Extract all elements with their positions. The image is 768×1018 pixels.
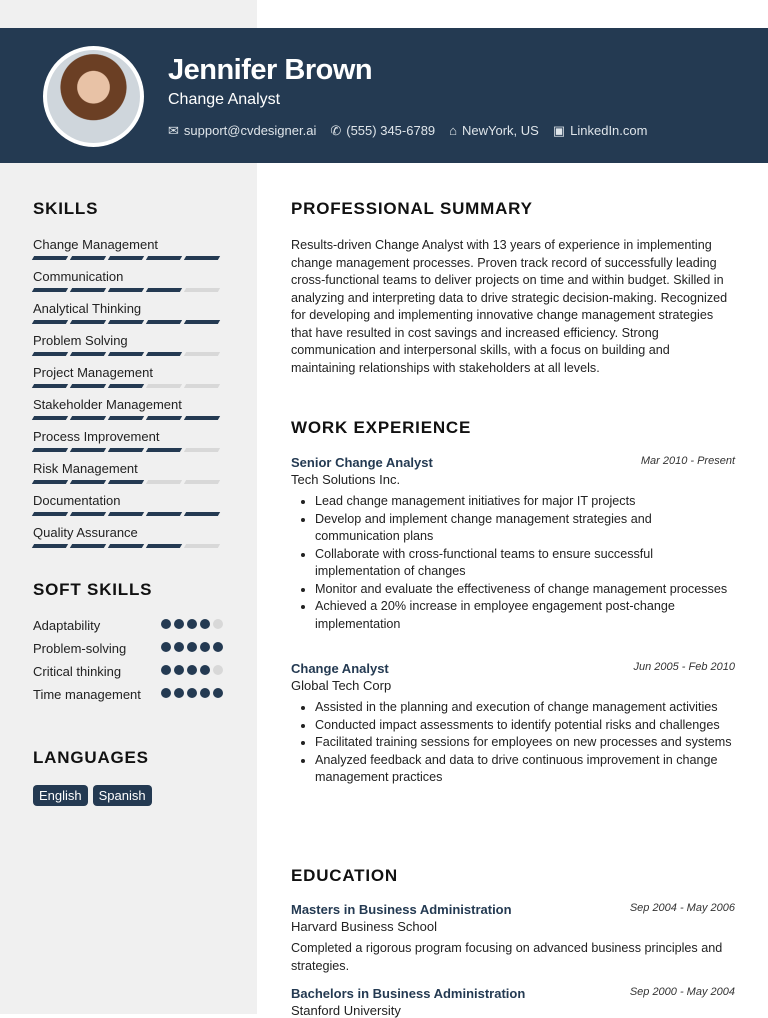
education-entry (291, 986, 735, 1018)
skill-level-segment (108, 256, 144, 260)
skill-label: Stakeholder Management (33, 397, 182, 412)
skills-list (33, 237, 223, 557)
education-description: Completed a rigorous program focusing on advanced business principles and strategies. (291, 941, 723, 973)
skill-level-segment (32, 480, 68, 484)
skill-level-segment (146, 384, 182, 388)
rating-dot (161, 619, 171, 629)
skill-level-segment (146, 256, 182, 260)
rating-dot (213, 688, 223, 698)
phone-icon: ✆ (330, 123, 342, 138)
skill-level-segment (32, 320, 68, 324)
rating-dot (187, 642, 197, 652)
job-company: Tech Solutions Inc. (291, 472, 401, 487)
job-bullet: • Achieved a 20% increase in employee engagement post-change implementation (315, 598, 735, 633)
header (0, 28, 768, 163)
job-header (291, 455, 735, 470)
candidate-name: Jennifer Brown (168, 54, 373, 86)
skill-item (33, 301, 223, 333)
skill-level-segment (70, 480, 106, 484)
soft-skills-heading: SOFT SKILLS (33, 580, 153, 599)
envelope-icon: ✉ (168, 123, 179, 138)
skill-label: Communication (33, 269, 124, 284)
skill-level-segment (108, 480, 144, 484)
languages-heading: LANGUAGES (33, 748, 149, 767)
job-company: Global Tech Corp (291, 678, 392, 693)
linkedin-icon: ▣ (552, 123, 566, 138)
soft-skill-label: Critical thinking (33, 664, 122, 679)
job-bullet: • Lead change management initiatives for major IT projects (315, 493, 735, 511)
skill-level-segment (184, 512, 220, 516)
skill-level-segment (32, 352, 68, 356)
skill-level-segment (32, 448, 68, 452)
skill-level-segment (146, 352, 182, 356)
skill-item (33, 269, 223, 301)
job-dates: Jun 2005 - Feb 2010 (633, 661, 735, 673)
skill-level-segment (108, 512, 144, 516)
soft-skill-item (33, 640, 223, 658)
skill-label: Analytical Thinking (33, 301, 142, 316)
skill-level-bar (33, 544, 223, 548)
skill-level-segment (108, 384, 144, 388)
soft-skill-item (33, 686, 223, 704)
skill-label: Quality Assurance (33, 525, 138, 540)
skill-level-segment (146, 544, 182, 548)
job-entry (291, 455, 735, 633)
experience-heading: WORK EXPERIENCE (291, 418, 472, 437)
education-header (291, 902, 735, 917)
education-degree: Masters in Business Administration (291, 902, 512, 917)
skill-label: Change Management (33, 237, 159, 252)
skill-item (33, 525, 223, 557)
rating-dot (161, 688, 171, 698)
skill-level-bar (33, 448, 223, 452)
languages-list (33, 785, 152, 806)
skill-item (33, 429, 223, 461)
soft-skill-rating (161, 665, 223, 681)
skill-level-segment (70, 512, 106, 516)
job-dates: Mar 2010 - Present (640, 455, 735, 467)
skill-level-segment (184, 352, 220, 356)
skill-level-segment (108, 320, 144, 324)
education-degree: Bachelors in Business Administration (291, 986, 526, 1001)
skill-level-segment (70, 416, 106, 420)
skill-level-segment (70, 320, 106, 324)
rating-dot (187, 688, 197, 698)
skill-level-segment (184, 480, 220, 484)
job-bullet: • Develop and implement change management strategies and communication plans (315, 511, 735, 546)
job-title: Change Analyst (291, 661, 389, 676)
rating-dot (213, 665, 223, 675)
skill-level-bar (33, 512, 223, 516)
education-dates: Sep 2000 - May 2004 (629, 986, 735, 998)
rating-dot (174, 619, 184, 629)
skill-item (33, 493, 223, 525)
soft-skill-rating (161, 619, 223, 635)
rating-dot (200, 665, 210, 675)
rating-dot (200, 688, 210, 698)
skill-level-segment (184, 288, 220, 292)
job-title: Senior Change Analyst (291, 455, 433, 470)
skill-level-segment (184, 320, 220, 324)
job-bullet: • Monitor and evaluate the effectiveness of change management processes (315, 581, 735, 599)
job-bullet: • Analyzed feedback and data to drive continuous improvement in change management practices (315, 752, 735, 787)
skills-heading: SKILLS (33, 199, 99, 218)
skill-level-segment (32, 384, 68, 388)
rating-dot (187, 619, 197, 629)
skill-level-segment (146, 288, 182, 292)
skill-item (33, 333, 223, 365)
skill-level-bar (33, 256, 223, 260)
skill-level-segment (32, 288, 68, 292)
job-bullets (291, 493, 735, 633)
skill-level-segment (184, 256, 220, 260)
education-header (291, 986, 735, 1001)
education-heading: EDUCATION (291, 866, 398, 885)
skill-level-segment (70, 544, 106, 548)
skill-item (33, 397, 223, 429)
job-header (291, 661, 735, 676)
education-school: Stanford University (291, 1003, 401, 1018)
skill-label: Project Management (33, 365, 153, 380)
contact-location: ⌂ NewYork, US (449, 123, 539, 138)
soft-skill-rating (161, 688, 223, 704)
skill-level-bar (33, 384, 223, 388)
rating-dot (187, 665, 197, 675)
skill-level-segment (70, 288, 106, 292)
skill-level-segment (108, 448, 144, 452)
skill-level-segment (108, 352, 144, 356)
rating-dot (161, 665, 171, 675)
contact-phone[interactable]: ✆ (555) 345-6789 (330, 123, 436, 138)
skill-level-segment (70, 384, 106, 388)
rating-dot (200, 642, 210, 652)
skill-level-segment (70, 448, 106, 452)
skill-level-segment (184, 448, 220, 452)
skill-level-segment (184, 416, 220, 420)
skill-level-segment (32, 544, 68, 548)
skill-level-bar (33, 320, 223, 324)
soft-skill-label: Adaptability (33, 618, 101, 633)
skill-level-bar (33, 416, 223, 420)
contact-linkedin[interactable]: ▣ LinkedIn.com (552, 123, 648, 138)
skill-level-bar (33, 288, 223, 292)
skill-item (33, 461, 223, 493)
skill-level-segment (184, 544, 220, 548)
skill-level-segment (70, 352, 106, 356)
job-bullets (291, 699, 735, 787)
skill-level-bar (33, 480, 223, 484)
language-badge: Spanish (93, 785, 152, 806)
skill-level-segment (32, 416, 68, 420)
summary-heading: PROFESSIONAL SUMMARY (291, 199, 533, 218)
soft-skill-label: Time management (33, 687, 141, 702)
job-bullet: • Assisted in the planning and execution of change management activities (315, 699, 735, 717)
skill-level-segment (146, 320, 182, 324)
home-icon: ⌂ (449, 123, 458, 138)
education-entry (291, 902, 735, 975)
skill-level-segment (184, 384, 220, 388)
skill-label: Documentation (33, 493, 121, 508)
skill-label: Problem Solving (33, 333, 128, 348)
language-badge: English (33, 785, 88, 806)
skill-level-segment (32, 512, 68, 516)
skill-item (33, 237, 223, 269)
rating-dot (213, 642, 223, 652)
job-bullet: • Conducted impact assessments to identify potential risks and challenges (315, 717, 735, 735)
job-bullet: • Collaborate with cross-functional teams to ensure successful implementation of changes (315, 546, 735, 581)
summary-text: Results-driven Change Analyst with 13 years of experience in implementing change management processes. Proven track record of successfully leading cross-functional teams to deliver projects on time and within budget. Skilled in analyzing and interpreting data to drive strategic decision-making. Recognized for developing and implementing innovative change management strategies that have resulted in cost savings and increased efficiency. Strong communication and interpersonal skills, with a focus on building and maintaining relationships with stakeholders at all levels. (291, 238, 728, 375)
skill-level-segment (32, 256, 68, 260)
rating-dot (174, 665, 184, 675)
avatar (43, 46, 144, 147)
skill-level-segment (146, 512, 182, 516)
skill-level-segment (108, 416, 144, 420)
soft-skill-item (33, 663, 223, 681)
skill-level-segment (146, 448, 182, 452)
skill-label: Process Improvement (33, 429, 160, 444)
skill-item (33, 365, 223, 397)
candidate-title: Change Analyst (168, 91, 281, 108)
education-dates: Sep 2004 - May 2006 (629, 902, 735, 914)
rating-dot (161, 642, 171, 652)
skill-level-segment (108, 288, 144, 292)
soft-skill-item (33, 617, 223, 635)
contact-info (168, 123, 647, 139)
skill-level-segment (146, 480, 182, 484)
soft-skill-rating (161, 642, 223, 658)
skill-level-segment (70, 256, 106, 260)
job-bullet: • Facilitated training sessions for employees on new processes and systems (315, 734, 735, 752)
rating-dot (213, 619, 223, 629)
education-school: Harvard Business School (291, 919, 437, 934)
soft-skill-label: Problem-solving (33, 641, 127, 656)
skill-level-segment (108, 544, 144, 548)
rating-dot (174, 688, 184, 698)
rating-dot (174, 642, 184, 652)
soft-skills-list (33, 617, 223, 709)
skill-label: Risk Management (33, 461, 138, 476)
job-entry (291, 661, 735, 787)
contact-email[interactable]: ✉ support@cvdesigner.ai (168, 123, 317, 138)
rating-dot (200, 619, 210, 629)
skill-level-bar (33, 352, 223, 356)
skill-level-segment (146, 416, 182, 420)
